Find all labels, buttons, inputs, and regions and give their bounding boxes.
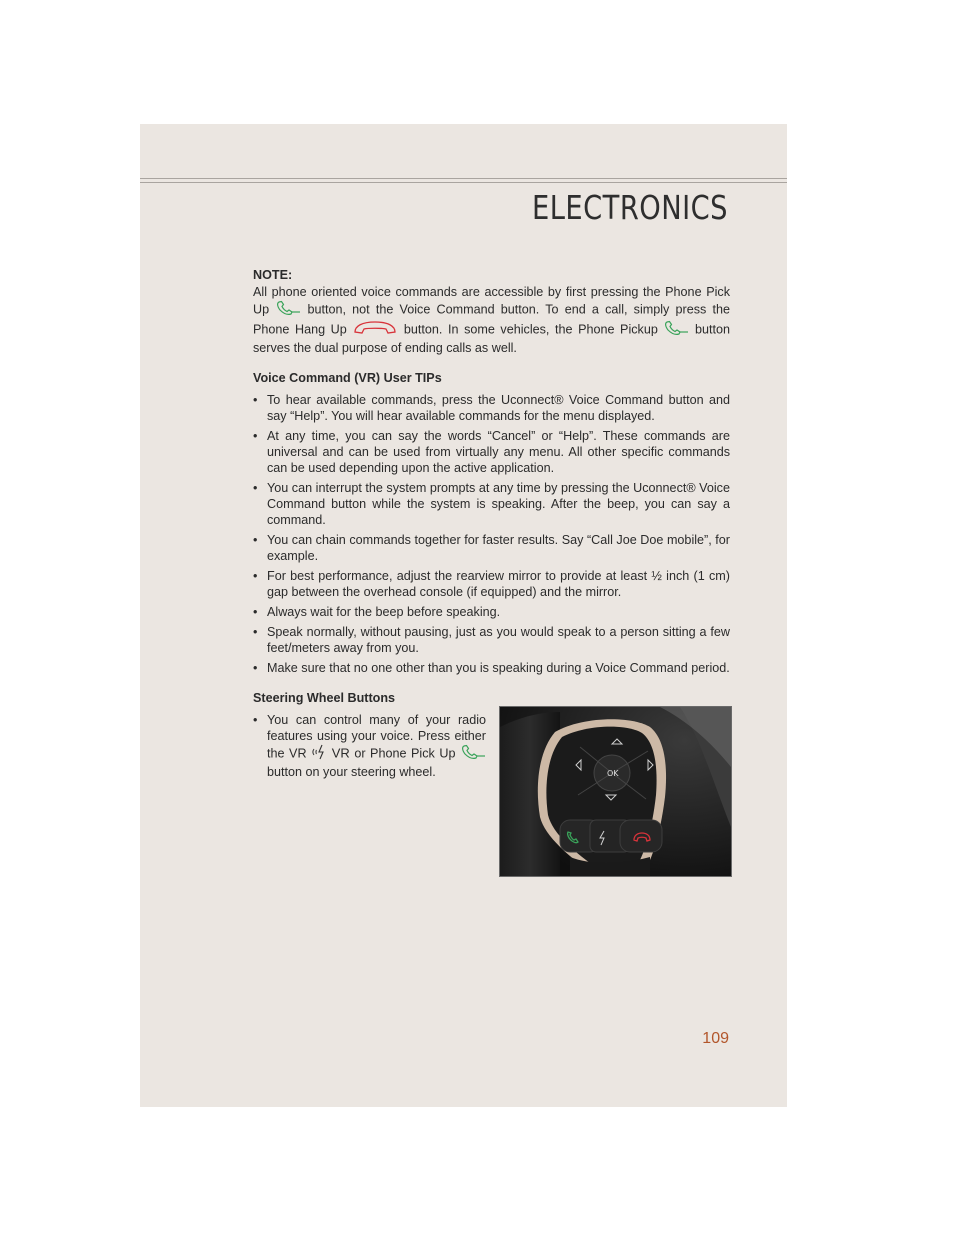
- list-item: • For best performance, adjust the rearview mirror to provide at least ½ inch (1 cm) gap between the overhead console (if equipped) and the mirror.: [253, 568, 730, 600]
- phone-pickup-icon: [460, 744, 486, 764]
- list-item: • Always wait for the beep before speaking.: [253, 604, 730, 620]
- list-item: • Make sure that no one other than you is speaking during a Voice Command period.: [253, 660, 730, 676]
- list-item: [253, 712, 486, 780]
- manual-page: [140, 124, 787, 1107]
- note-label: NOTE:: [253, 268, 293, 282]
- phone-pickup-icon: [275, 300, 301, 320]
- vr-label: VR: [331, 745, 350, 761]
- list-item: • You can interrupt the system prompts at any time by pressing the Uconnect® Voice Command button while the system is speaking. After the beep, you can say a command.: [253, 480, 730, 528]
- note-text-1: All phone oriented voice commands are accessible by first pressing the Phone Pick Up: [253, 285, 730, 317]
- list-item: • To hear available commands, press the Uconnect® Voice Command button and say “Help”. You will hear available commands for the menu displayed.: [253, 392, 730, 424]
- page-number: 109: [702, 1030, 729, 1047]
- phone-pickup-icon: [663, 320, 689, 340]
- note-body: [253, 284, 730, 356]
- steering-list: [253, 712, 486, 784]
- steering-text-2: or Phone Pick Up: [354, 746, 456, 761]
- tips-heading: Voice Command (VR) User TIPs: [253, 371, 442, 385]
- note-text-2: button, not the Voice Command button. To end a call, simply press the Phone Hang Up: [253, 302, 731, 337]
- steering-section: [253, 712, 730, 892]
- list-item: • You can chain commands together for faster results. Say “Call Joe Doe mobile”, for example.: [253, 532, 730, 564]
- steering-heading: Steering Wheel Buttons: [253, 691, 396, 705]
- steering-text-3: button on your steering wheel.: [267, 765, 436, 779]
- note-text-3: button. In some vehicles, the Phone Pickup: [403, 322, 658, 337]
- note-text-4: button serves the dual purpose of ending calls as well.: [253, 322, 731, 355]
- steering-text-1: You can control many of your radio features using your voice. Press either the VR: [267, 713, 486, 761]
- header-rule-bottom: [140, 182, 787, 183]
- ok-button-label: OK: [607, 769, 619, 778]
- voice-command-icon: [311, 744, 327, 764]
- list-item: • At any time, you can say the words “Cancel” or “Help”. These commands are universal and can be used from virtually any menu. All other specific commands can be used depending upon the active application.: [253, 428, 730, 476]
- phone-hangup-icon: [352, 320, 398, 340]
- steering-wheel-photo: [499, 706, 732, 877]
- header-rule-top: [140, 178, 787, 179]
- list-item: • Speak normally, without pausing, just as you would speak to a person sitting a few feet/meters away from you.: [253, 624, 730, 656]
- section-title: ELECTRONICS: [532, 188, 728, 227]
- page-content: [253, 267, 730, 892]
- tips-list: [253, 392, 730, 676]
